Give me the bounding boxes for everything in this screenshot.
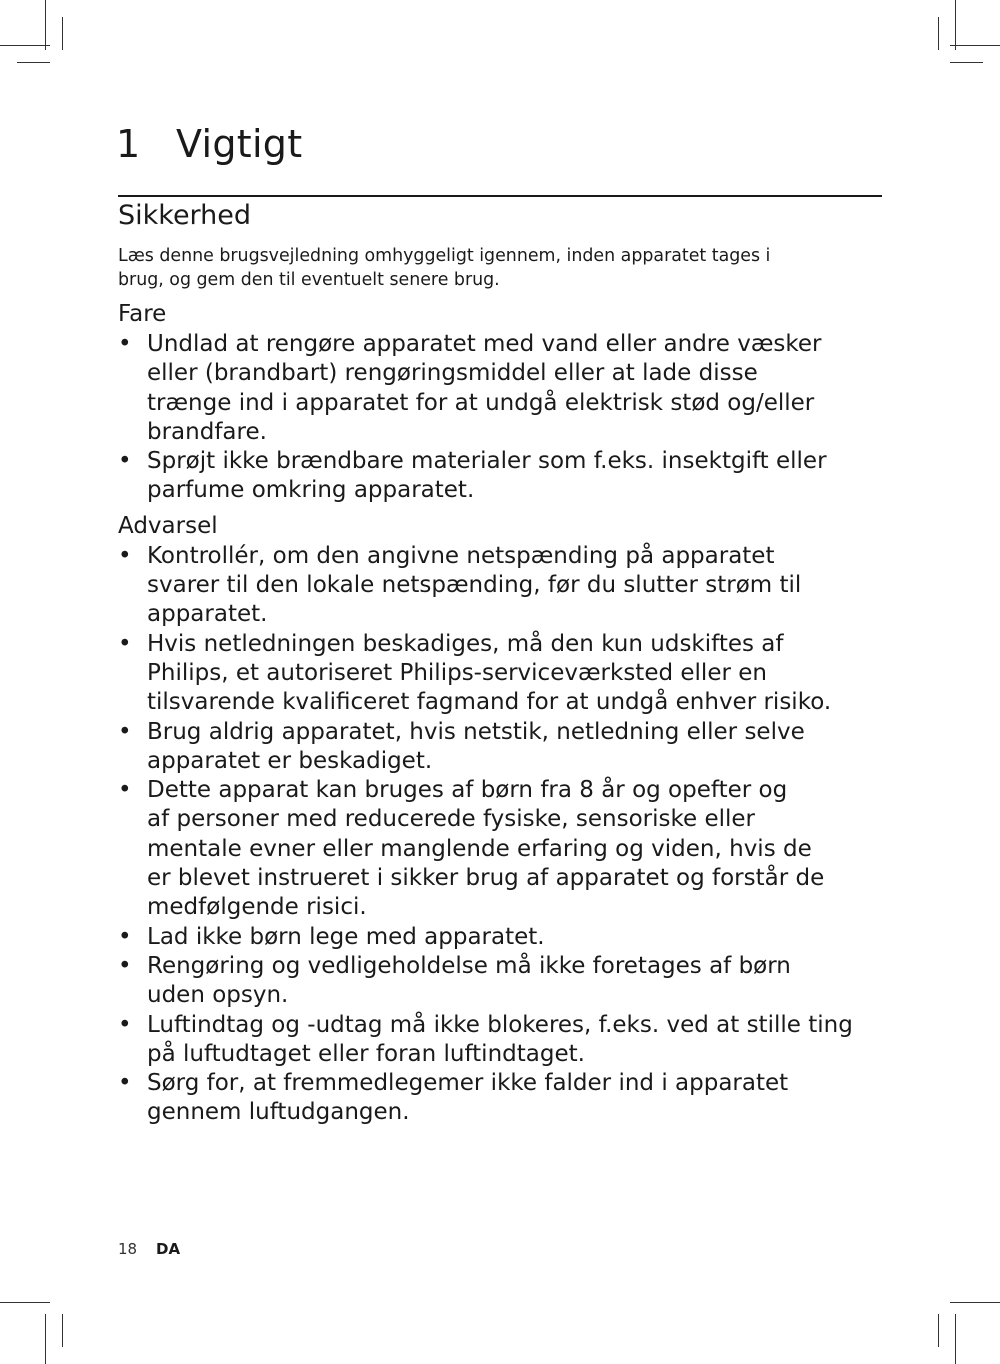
line: Kontrollér, om den angivne netspænding på apparatet [147,542,775,569]
list-item [118,630,886,718]
line: på luftudtaget eller foran luftindtaget. [147,1040,585,1067]
advarsel-list [118,542,886,1128]
bullet-icon: • [118,1070,132,1097]
list-item [118,1069,886,1128]
line: af personer med reducerede fysiske, sensoriske eller [147,806,755,833]
list-item [118,718,886,777]
crop-mark [950,1302,983,1303]
fare-list [118,330,886,506]
section-title: Sikkerhed [118,200,252,231]
bullet-icon: • [118,448,132,475]
line: Sprøjt ikke brændbare materialer som f.eks. insektgift eller [147,448,827,475]
intro-line: Læs denne brugsvejledning omhyggeligt igennem, inden apparatet tages i [118,246,771,266]
line: trænge ind i apparatet for at undgå elektrisk stød og/eller [147,389,815,416]
line: Hvis netledningen beskadiges, må den kun udskiftes af [147,630,784,657]
crop-mark [955,1314,956,1364]
crop-mark [45,0,46,50]
bullet-icon: • [118,777,132,804]
advarsel-heading: Advarsel [118,512,218,539]
line: Dette apparat kan bruges af børn fra 8 år og opefter og [147,777,788,804]
chapter-title: Vigtigt [176,122,303,166]
line: brandfare. [147,418,267,445]
crop-mark [950,62,983,63]
line: eller (brandbart) rengøringsmiddel eller at lade disse [147,360,758,387]
bullet-icon: • [118,718,132,745]
list-item [118,330,886,447]
crop-mark [955,0,956,50]
bullet-icon: • [118,630,132,657]
bullet-icon: • [118,331,132,357]
line: Luftindtag og -udtag må ikke blokeres, f.eks. ved at stille ting [147,1011,853,1038]
line: mentale evner eller manglende erfaring og viden, hvis de [147,835,812,862]
line: Undlad at rengøre apparatet med vand eller andre væsker [147,331,822,357]
bullet-icon: • [118,952,132,979]
line: tilsvarende kvalificeret fagmand for at undgå enhver risiko. [147,689,832,716]
crop-mark [62,17,63,50]
list-item [118,542,886,630]
intro-paragraph [118,244,886,292]
line: Rengøring og vedligeholdelse må ikke foretages af børn [147,952,791,979]
list-item [118,1011,886,1070]
bullet-icon: • [118,923,132,950]
chapter-number: 1 [116,122,141,166]
crop-mark [45,1314,46,1364]
list-item [118,776,886,922]
line: gennem luftudgangen. [147,1099,410,1126]
line: Philips, et autoriseret Philips-serviceværksted eller en [147,659,767,686]
page-number: 18 [118,1240,138,1258]
line: apparatet. [147,601,268,628]
crop-mark [0,45,50,46]
list-item [118,447,886,506]
crop-mark [17,1302,50,1303]
bullet-icon: • [118,542,132,569]
list-item [118,952,886,1011]
list-item [118,923,886,952]
crop-mark [938,1314,939,1347]
page-footer [118,1238,181,1260]
line: parfume omkring apparatet. [147,477,475,504]
main-content [118,198,886,1132]
line: Brug aldrig apparatet, hvis netstik, netledning eller selve [147,718,805,745]
line: medfølgende risici. [147,894,367,921]
crop-mark [17,62,50,63]
language-code: DA [156,1240,181,1258]
chapter-heading [116,118,302,170]
line: Sørg for, at fremmedlegemer ikke falder ind i apparatet [147,1070,789,1097]
crop-mark [950,45,1000,46]
line: svarer til den lokale netspænding, før du slutter strøm til [147,572,802,599]
crop-mark [62,1314,63,1347]
line: apparatet er beskadiget. [147,747,433,774]
bullet-icon: • [118,1011,132,1038]
line: er blevet instrueret i sikker brug af apparatet og forstår de [147,865,825,892]
heading-rule [118,195,882,197]
line: uden opsyn. [147,982,289,1009]
intro-line: brug, og gem den til eventuelt senere brug. [118,270,500,290]
fare-heading: Fare [118,301,167,327]
line: Lad ikke børn lege med apparatet. [147,923,545,950]
crop-mark [938,17,939,50]
